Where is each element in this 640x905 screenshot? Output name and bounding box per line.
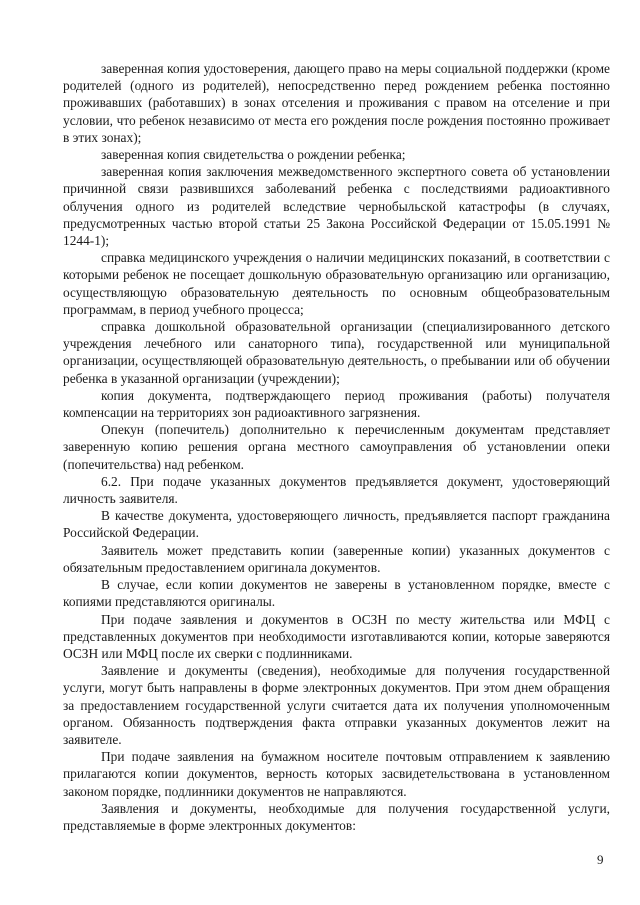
- paragraph-oszn-mfc: При подаче заявления и документов в ОСЗН по месту жительства или МФЦ с представленных документов при необходимости изготавливаются копии, которые заверяются ОСЗН или МФЦ после их сверки с подлинниками.: [63, 611, 610, 661]
- paragraph-electronic-submission: Заявления и документы, необходимые для получения государственной услуги, представляемые в форме электронных документов:: [63, 800, 610, 833]
- paragraph-birth-certificate: заверенная копия свидетельства о рождении ребенка;: [101, 147, 406, 163]
- paragraph-guardian: Опекун (попечитель) дополнительно к перечисленным документам представляет заверенную копию решения органа местного самоуправления об установлении опеки (попечительства) над ребенком.: [63, 422, 610, 472]
- paragraph-electronic-documents: Заявление и документы (сведения), необходимые для получения государственной услуги, могут быть направлены в форме электронных документов. При этом днем обращения за предоставлением государственной услуги считается дата их получения уполномоченным органом. Обязанность подтверждения факта отправки указанных документов лежит на заявителе.: [63, 663, 610, 747]
- document-body: [63, 60, 610, 834]
- paragraph-copies: Заявитель может представить копии (заверенные копии) указанных документов с обязательным предоставлением оригинала документов.: [63, 542, 610, 575]
- paragraph-postal: При подаче заявления на бумажном носителе почтовым отправлением к заявлению прилагаются копии документов, верность которых засвидетельствована в установленном законом порядке, подлинники документов не направляются.: [63, 749, 610, 799]
- page-number: 9: [597, 852, 604, 867]
- paragraph-certificate-copy: заверенная копия удостоверения, дающего право на меры социальной поддержки (кроме родителей (одного из родителей), непосредственно перед рождением ребенка постоянно проживавших (работавших) в зонах отселения и проживания с правом на отселение и при условии, что ребенок независимо от места его рождения после рождения постоянно проживает в этих зонах);: [63, 61, 610, 145]
- paragraph-residence-period: копия документа, подтверждающего период проживания (работы) получателя компенсации на территориях зон радиоактивного загрязнения.: [63, 387, 610, 421]
- paragraph-medical-certificate: справка медицинского учреждения о наличии медицинских показаний, в соответствии с которыми ребенок не посещает дошкольную образовательную организацию или организацию, осуществляющую образовательную деятельность по основным общеобразовательным программам, в период учебного процесса;: [63, 250, 610, 317]
- paragraph-preschool-certificate: справка дошкольной образовательной организации (специализированного детского учреждения лечебного или санаторного типа), государственной или муниципальной организации, осуществляющей образовательную деятельность, о пребывании или об обучении ребенка в указанной организации (учреждении);: [63, 319, 610, 386]
- paragraph-6-2: 6.2. При подаче указанных документов предъявляется документ, удостоверяющий личность заявителя.: [63, 473, 610, 507]
- paragraph-expert-council-conclusion: заверенная копия заключения межведомственного экспертного совета об установлении причинной связи развившихся заболеваний ребенка с последствиями радиоактивного облучения одного из родителей вследствие чернобыльской катастрофы (в случаях, предусмотренных частью второй статьи 25 Закона Российской Федерации от 15.05.1991 № 1244-1);: [63, 164, 610, 249]
- paragraph-uncertified-copies: В случае, если копии документов не заверены в установленном порядке, вместе с копиями представляются оригиналы.: [63, 577, 610, 610]
- paragraph-passport: В качестве документа, удостоверяющего личность, предъявляется паспорт гражданина Российской Федерации.: [63, 508, 610, 541]
